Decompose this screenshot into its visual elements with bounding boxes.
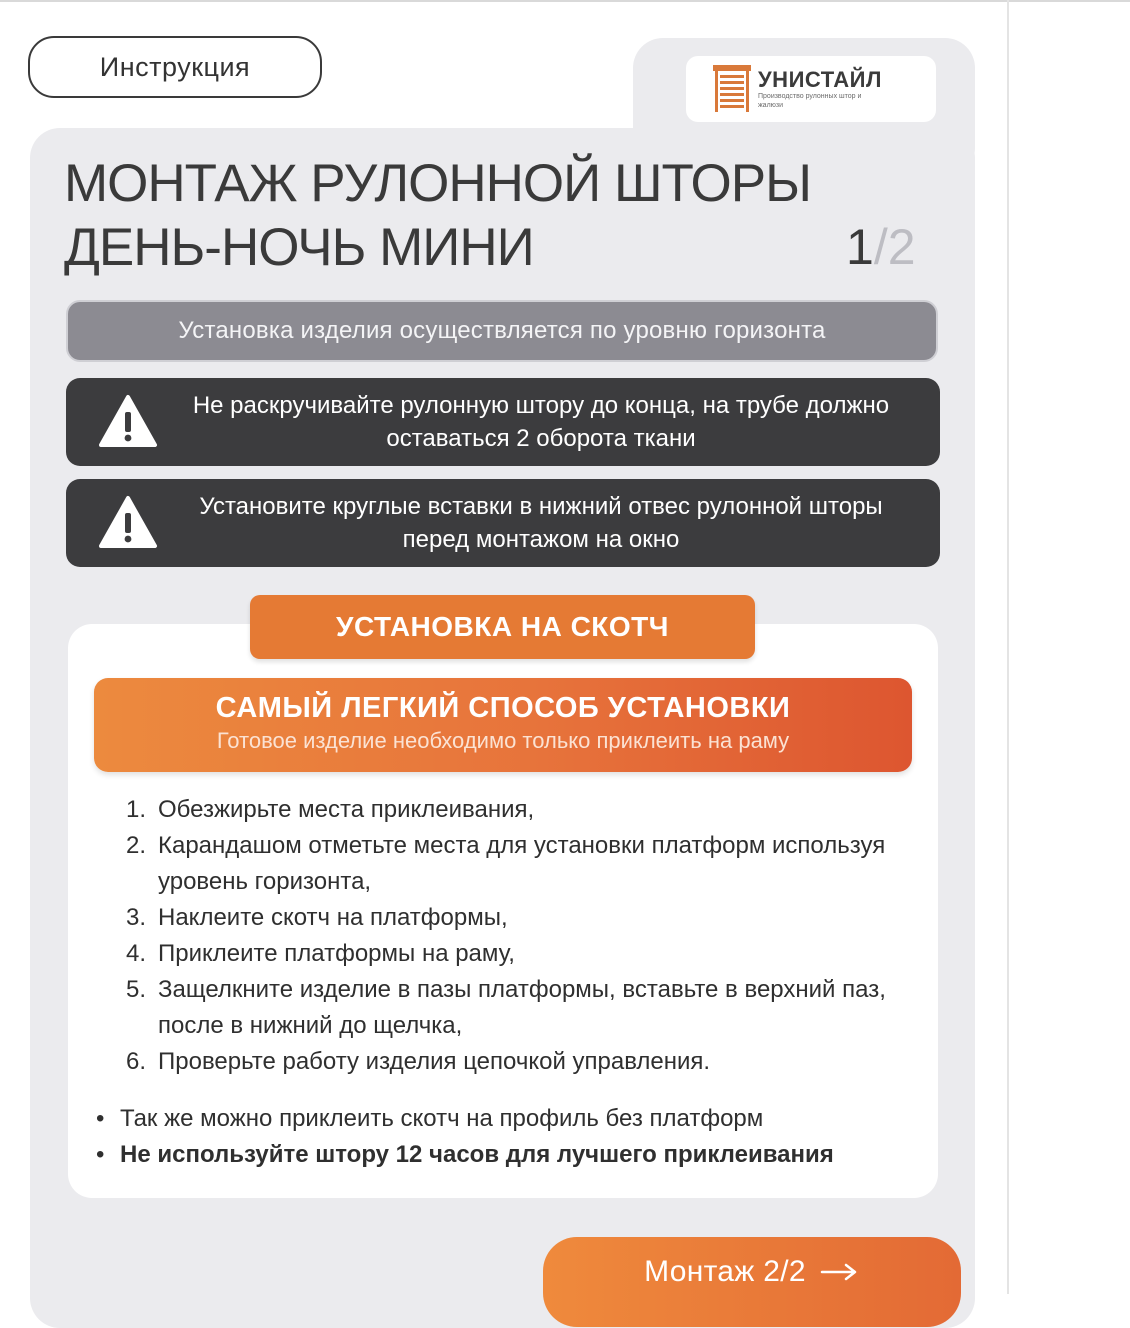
step-number: 6. — [126, 1048, 147, 1075]
title-line-2: ДЕНЬ-НОЧЬ МИНИ — [64, 218, 534, 277]
next-page-label: Монтаж 2/2 — [644, 1255, 806, 1288]
arrow-right-icon — [820, 1262, 860, 1282]
step-number: 5. — [126, 976, 147, 1003]
tips-list — [96, 1101, 926, 1173]
top-border — [0, 0, 1130, 2]
warning-text-1: Не раскручивайте рулонную штору до конца, на трубе должно оставаться 2 оборота ткани — [192, 392, 890, 452]
step-text: Защелкните изделие в пазы платформы, вставьте в верхний паз, после в нижний до щелчка, — [158, 976, 886, 1039]
brand-tagline: Производство рулонных штор и жалюзи — [758, 93, 862, 109]
page-total: 2 — [887, 219, 916, 275]
page-title — [64, 152, 864, 280]
level-note: Установка изделия осуществляется по уровню горизонта — [66, 300, 938, 362]
roller-blind-logo-icon — [712, 64, 752, 114]
list-item — [126, 936, 906, 972]
step-number: 3. — [126, 904, 147, 931]
list-item — [126, 1044, 906, 1080]
list-item — [126, 972, 906, 1044]
easy-method-title: САМЫЙ ЛЕГКИЙ СПОСОБ УСТАНОВКИ — [215, 692, 791, 724]
step-text: Карандашом отметьте места для установки платформ используя уровень горизонта, — [158, 832, 886, 895]
bullet-dot: • — [96, 1141, 105, 1168]
steps-list — [126, 792, 906, 1080]
list-item — [96, 1101, 926, 1137]
step-number: 1. — [126, 796, 147, 823]
instruction-tag[interactable]: Инструкция — [28, 36, 322, 98]
step-number: 4. — [126, 940, 147, 967]
easy-method-banner — [94, 678, 912, 772]
easy-method-subtitle: Готовое изделие необходимо только приклеить на раму — [216, 728, 790, 753]
list-item — [126, 792, 906, 828]
tip-text-bold: Не используйте штору 12 часов для лучшего приклеивания — [120, 1141, 834, 1168]
warning-triangle-icon — [98, 394, 158, 448]
list-item — [126, 900, 906, 936]
page-separator: / — [873, 219, 888, 275]
step-text: Приклеите платформы на раму, — [158, 940, 515, 967]
method-label: УСТАНОВКА НА СКОТЧ — [250, 595, 755, 659]
warning-text-2: Установите круглые вставки в нижний отвес рулонной шторы перед монтажом на окно — [199, 493, 883, 553]
list-item — [96, 1137, 926, 1173]
bullet-dot: • — [96, 1105, 105, 1132]
page-current: 1 — [846, 219, 874, 275]
warning-triangle-icon — [98, 495, 158, 549]
step-text: Обезжирьте места приклеивания, — [158, 796, 535, 823]
tip-text: Так же можно приклеить скотч на профиль без платформ — [120, 1105, 764, 1132]
step-text: Проверьте работу изделия цепочкой управления. — [158, 1048, 711, 1075]
list-item — [126, 828, 906, 900]
right-border — [1007, 0, 1009, 1294]
next-page-button[interactable] — [543, 1237, 961, 1327]
brand-logo — [686, 56, 936, 122]
title-line-1: МОНТАЖ РУЛОННОЙ ШТОРЫ — [64, 154, 812, 213]
step-number: 2. — [126, 832, 147, 859]
warning-box-1 — [66, 378, 940, 466]
page-counter — [846, 218, 916, 276]
brand-name: УНИСТАЙЛ — [758, 67, 882, 92]
step-text: Наклеите скотч на платформы, — [158, 904, 508, 931]
warning-box-2 — [66, 479, 940, 567]
